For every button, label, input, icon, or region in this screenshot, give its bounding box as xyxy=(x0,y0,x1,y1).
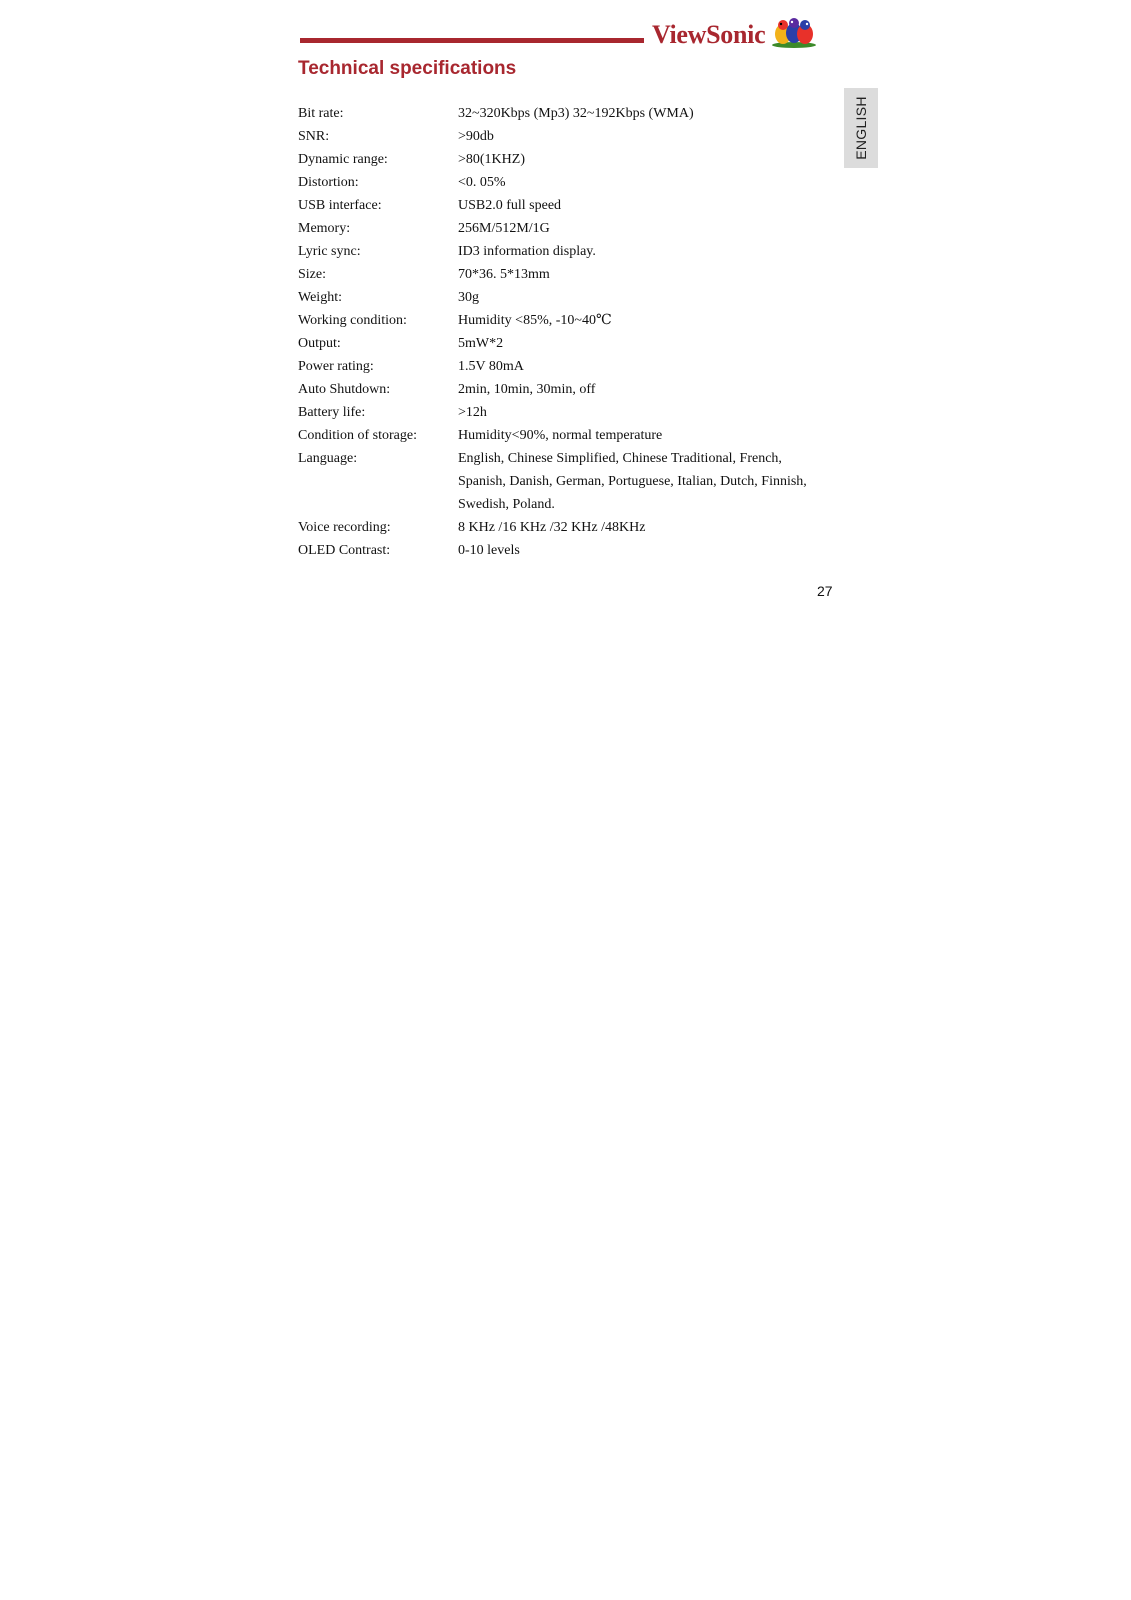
spec-value: ID3 information display. xyxy=(458,244,596,259)
spec-row-condition-of-storage xyxy=(298,424,828,447)
spec-value: 70*36. 5*13mm xyxy=(458,267,550,282)
spec-row-weight xyxy=(298,286,828,309)
spec-row-auto-shutdown xyxy=(298,378,828,401)
spec-value: Humidity <85%, -10~40℃ xyxy=(458,313,612,328)
spec-value: 2min, 10min, 30min, off xyxy=(458,382,596,397)
spec-row-working-condition xyxy=(298,309,828,332)
spec-value: <0. 05% xyxy=(458,175,506,190)
spec-row-lyric-sync xyxy=(298,240,828,263)
spec-value: 8 KHz /16 KHz /32 KHz /48KHz xyxy=(458,520,646,535)
brand-name: ViewSonic xyxy=(652,20,766,49)
spec-label: Language: xyxy=(298,451,358,466)
spec-label: Memory: xyxy=(298,221,351,236)
spec-value: 0-10 levels xyxy=(458,543,520,558)
spec-label: Voice recording: xyxy=(298,520,391,535)
spec-label: Output: xyxy=(298,336,341,351)
spec-row-oled-contrast xyxy=(298,539,828,562)
spec-row-dynamic-range xyxy=(298,148,828,171)
spec-row-battery-life xyxy=(298,401,828,424)
spec-row-language xyxy=(298,447,828,516)
spec-label: Size: xyxy=(298,267,326,282)
spec-label: Auto Shutdown: xyxy=(298,382,391,397)
spec-row-power-rating xyxy=(298,355,828,378)
spec-row-memory xyxy=(298,217,828,240)
spec-label: OLED Contrast: xyxy=(298,543,391,558)
spec-value: >90db xyxy=(458,129,494,144)
spec-row-bit-rate xyxy=(298,102,828,125)
spec-label: Battery life: xyxy=(298,405,366,420)
spec-label: USB interface: xyxy=(298,198,382,213)
spec-label: Lyric sync: xyxy=(298,244,361,259)
spec-value: >12h xyxy=(458,405,487,420)
spec-value: Humidity<90%, normal temperature xyxy=(458,428,663,443)
spec-label: Distortion: xyxy=(298,175,359,190)
spec-value: >80(1KHZ) xyxy=(458,152,525,167)
spec-row-usb-interface xyxy=(298,194,828,217)
spec-value: USB2.0 full speed xyxy=(458,198,562,213)
spec-label: SNR: xyxy=(298,129,330,144)
spec-row-snr xyxy=(298,125,828,148)
spec-table xyxy=(298,102,828,562)
spec-label: Working condition: xyxy=(298,313,407,328)
page-number: 27 xyxy=(817,583,833,599)
spec-value: 5mW*2 xyxy=(458,336,504,351)
spec-value: 256M/512M/1G xyxy=(458,221,550,236)
spec-row-size xyxy=(298,263,828,286)
spec-value: 1.5V 80mA xyxy=(458,359,524,374)
spec-value: 30g xyxy=(458,290,479,305)
spec-value: English, Chinese Simplified, Chinese Traditional, French, Spanish, Danish, German, Portuguese, Italian, Dutch, Finnish, Swedish, Poland. xyxy=(458,451,807,512)
spec-label: Bit rate: xyxy=(298,106,344,121)
spec-row-output xyxy=(298,332,828,355)
spec-label: Power rating: xyxy=(298,359,374,374)
language-tab xyxy=(844,88,878,168)
spec-label: Weight: xyxy=(298,290,342,305)
viewsonic-birds-logo-icon xyxy=(770,16,818,48)
language-tab-label: ENGLISH xyxy=(853,96,869,160)
page-title: Technical specifications xyxy=(298,58,517,79)
spec-label: Dynamic range: xyxy=(298,152,388,167)
spec-label: Condition of storage: xyxy=(298,428,417,443)
spec-row-distortion xyxy=(298,171,828,194)
spec-row-voice-recording xyxy=(298,516,828,539)
spec-value: 32~320Kbps (Mp3) 32~192Kbps (WMA) xyxy=(458,106,694,121)
header-rule xyxy=(300,38,644,43)
